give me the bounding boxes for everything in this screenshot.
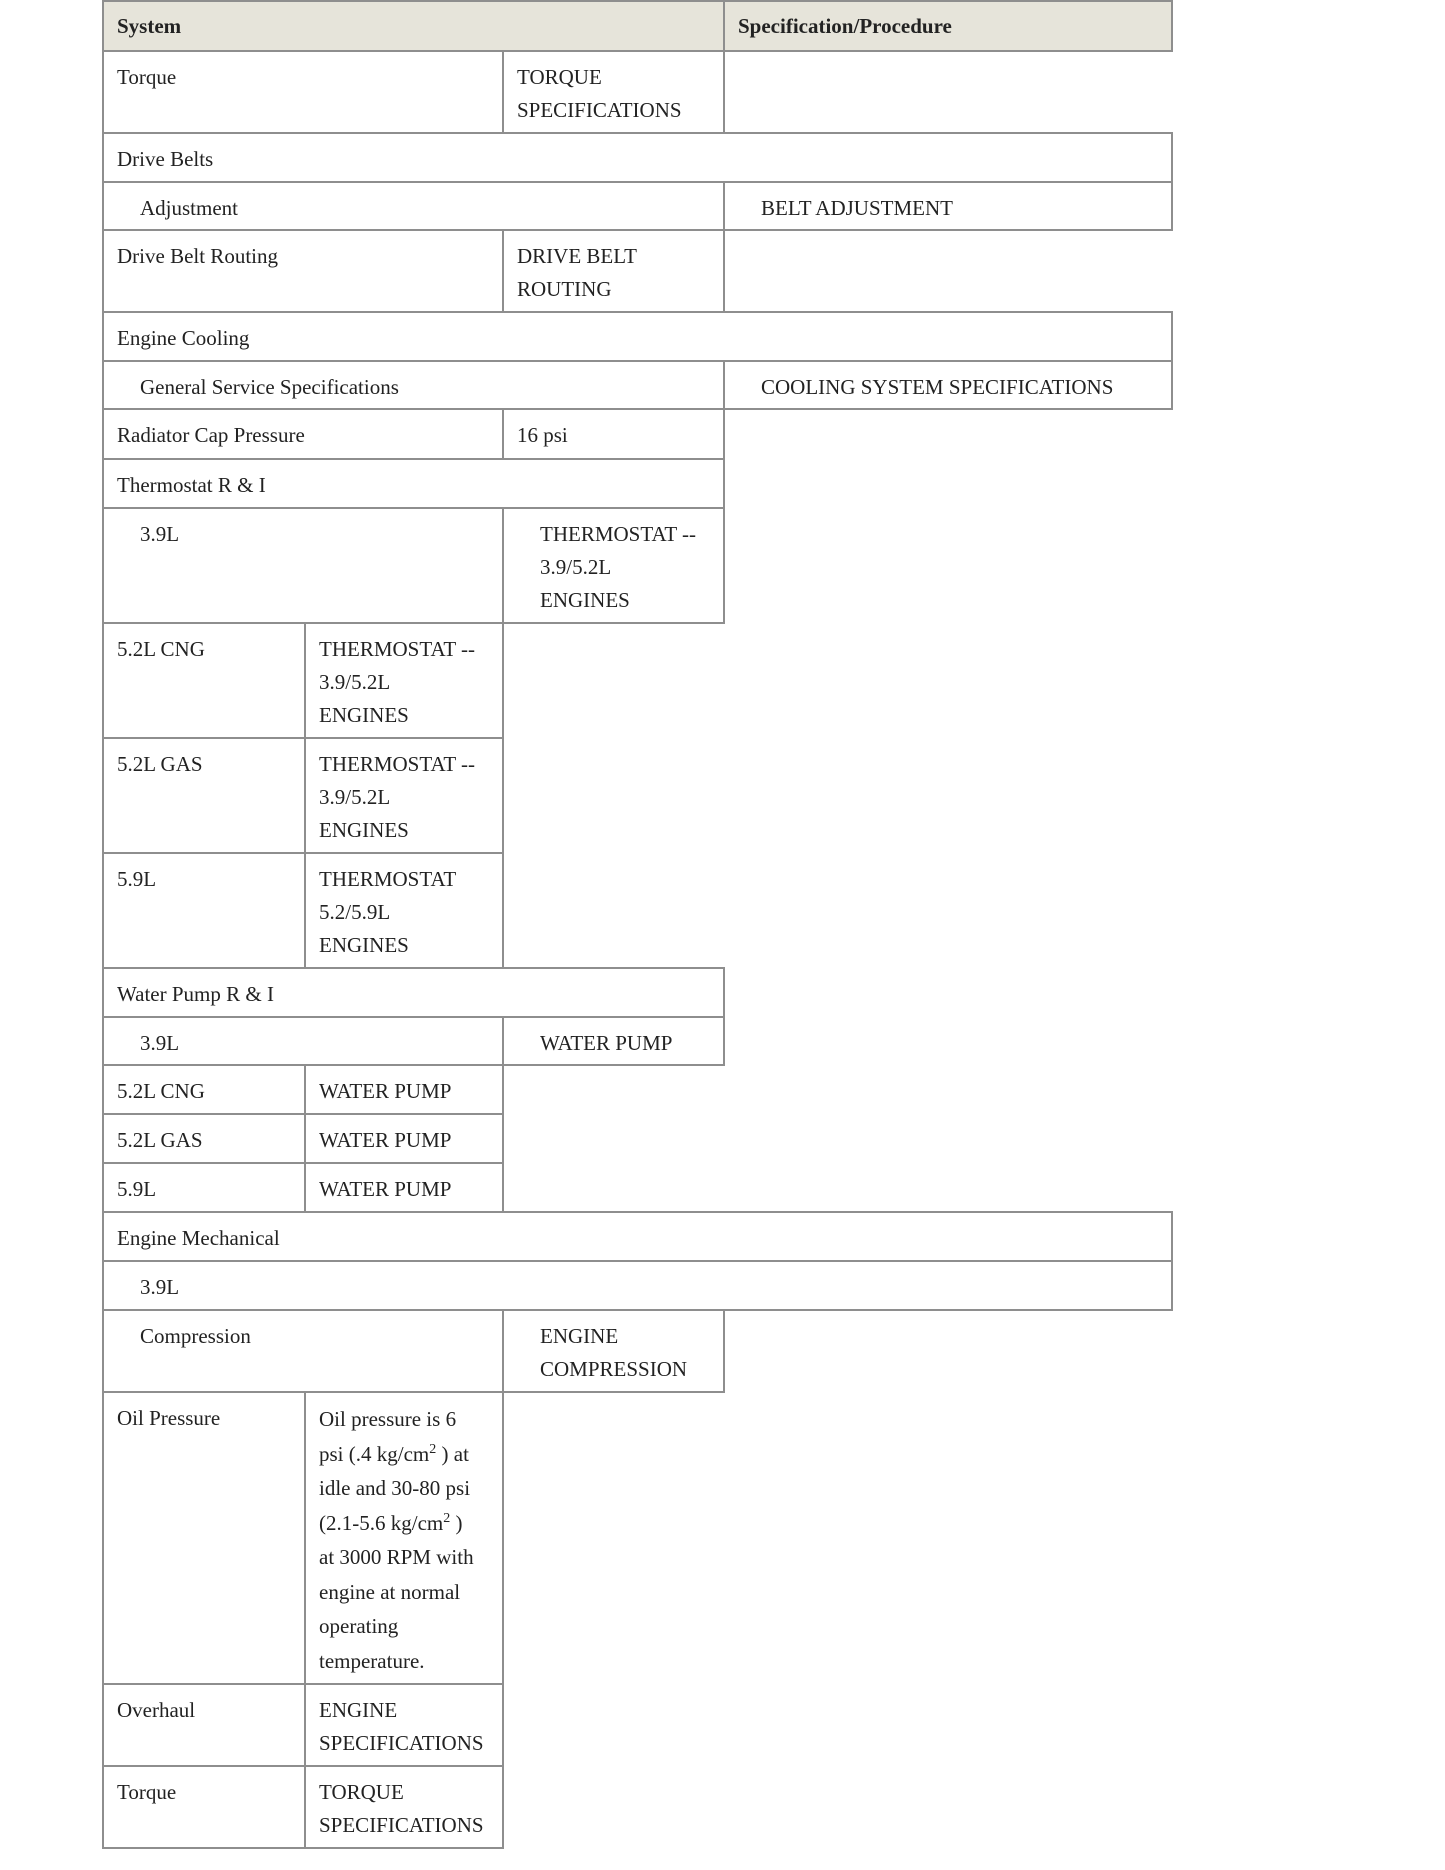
engine-mechanical-39l: 3.9L — [102, 1260, 1173, 1311]
water-pump-59l-value: WATER PUMP — [304, 1162, 504, 1213]
water-pump-59l-label: 5.9L — [102, 1162, 306, 1213]
section-engine-cooling: Engine Cooling — [102, 311, 1173, 362]
general-service-label: General Service Specifications — [102, 360, 725, 410]
water-pump-52l-gas-label: 5.2L GAS — [102, 1113, 306, 1164]
radiator-cap-pressure-value: 16 psi — [502, 408, 725, 460]
torque-label: Torque — [102, 50, 504, 134]
drive-belt-routing-value: DRIVE BELT ROUTING — [502, 229, 725, 313]
drive-belt-routing-label: Drive Belt Routing — [102, 229, 504, 313]
thermostat-39l-value: THERMOSTAT -- 3.9/5.2L ENGINES — [502, 507, 725, 624]
water-pump-39l-label: 3.9L — [102, 1016, 504, 1066]
radiator-cap-pressure-label: Radiator Cap Pressure — [102, 408, 504, 460]
adjustment-label: Adjustment — [102, 181, 725, 231]
adjustment-value: BELT ADJUSTMENT — [723, 181, 1173, 231]
subsection-thermostat-ri: Thermostat R & I — [102, 458, 725, 509]
oil-pressure-value: Oil pressure is 6 psi (.4 $kg/cm^2$ ) at idle and 30-80 psi (2.1-5.6 $kg/cm^2$ ) at 3000 RPM with engine at normal operating temperature. — [304, 1391, 504, 1685]
thermostat-59l-label: 5.9L — [102, 852, 306, 969]
torque-mechanical-value: TORQUE SPECIFICATIONS — [304, 1765, 504, 1849]
general-service-value: COOLING SYSTEM SPECIFICATIONS — [723, 360, 1173, 410]
header-system: System — [102, 0, 725, 52]
section-engine-mechanical: Engine Mechanical — [102, 1211, 1173, 1262]
thermostat-52l-gas-value: THERMOSTAT -- 3.9/5.2L ENGINES — [304, 737, 504, 854]
compression-value: ENGINE COMPRESSION — [502, 1309, 725, 1393]
thermostat-39l-label: 3.9L — [102, 507, 504, 624]
water-pump-52l-cng-value: WATER PUMP — [304, 1064, 504, 1115]
thermostat-59l-value: THERMOSTAT 5.2/5.9L ENGINES — [304, 852, 504, 969]
overhaul-label: Overhaul — [102, 1683, 306, 1767]
compression-label: Compression — [102, 1309, 504, 1393]
water-pump-52l-gas-value: WATER PUMP — [304, 1113, 504, 1164]
header-specification-procedure: Specification/Procedure — [723, 0, 1173, 52]
section-drive-belts: Drive Belts — [102, 132, 1173, 183]
overhaul-value: ENGINE SPECIFICATIONS — [304, 1683, 504, 1767]
thermostat-52l-cng-value: THERMOSTAT -- 3.9/5.2L ENGINES — [304, 622, 504, 739]
thermostat-52l-cng-label: 5.2L CNG — [102, 622, 306, 739]
torque-value: TORQUE SPECIFICATIONS — [502, 50, 725, 134]
oil-pressure-label: Oil Pressure — [102, 1391, 306, 1685]
subsection-water-pump-ri: Water Pump R & I — [102, 967, 725, 1018]
torque-mechanical-label: Torque — [102, 1765, 306, 1849]
water-pump-39l-value: WATER PUMP — [502, 1016, 725, 1066]
water-pump-52l-cng-label: 5.2L CNG — [102, 1064, 306, 1115]
thermostat-52l-gas-label: 5.2L GAS — [102, 737, 306, 854]
